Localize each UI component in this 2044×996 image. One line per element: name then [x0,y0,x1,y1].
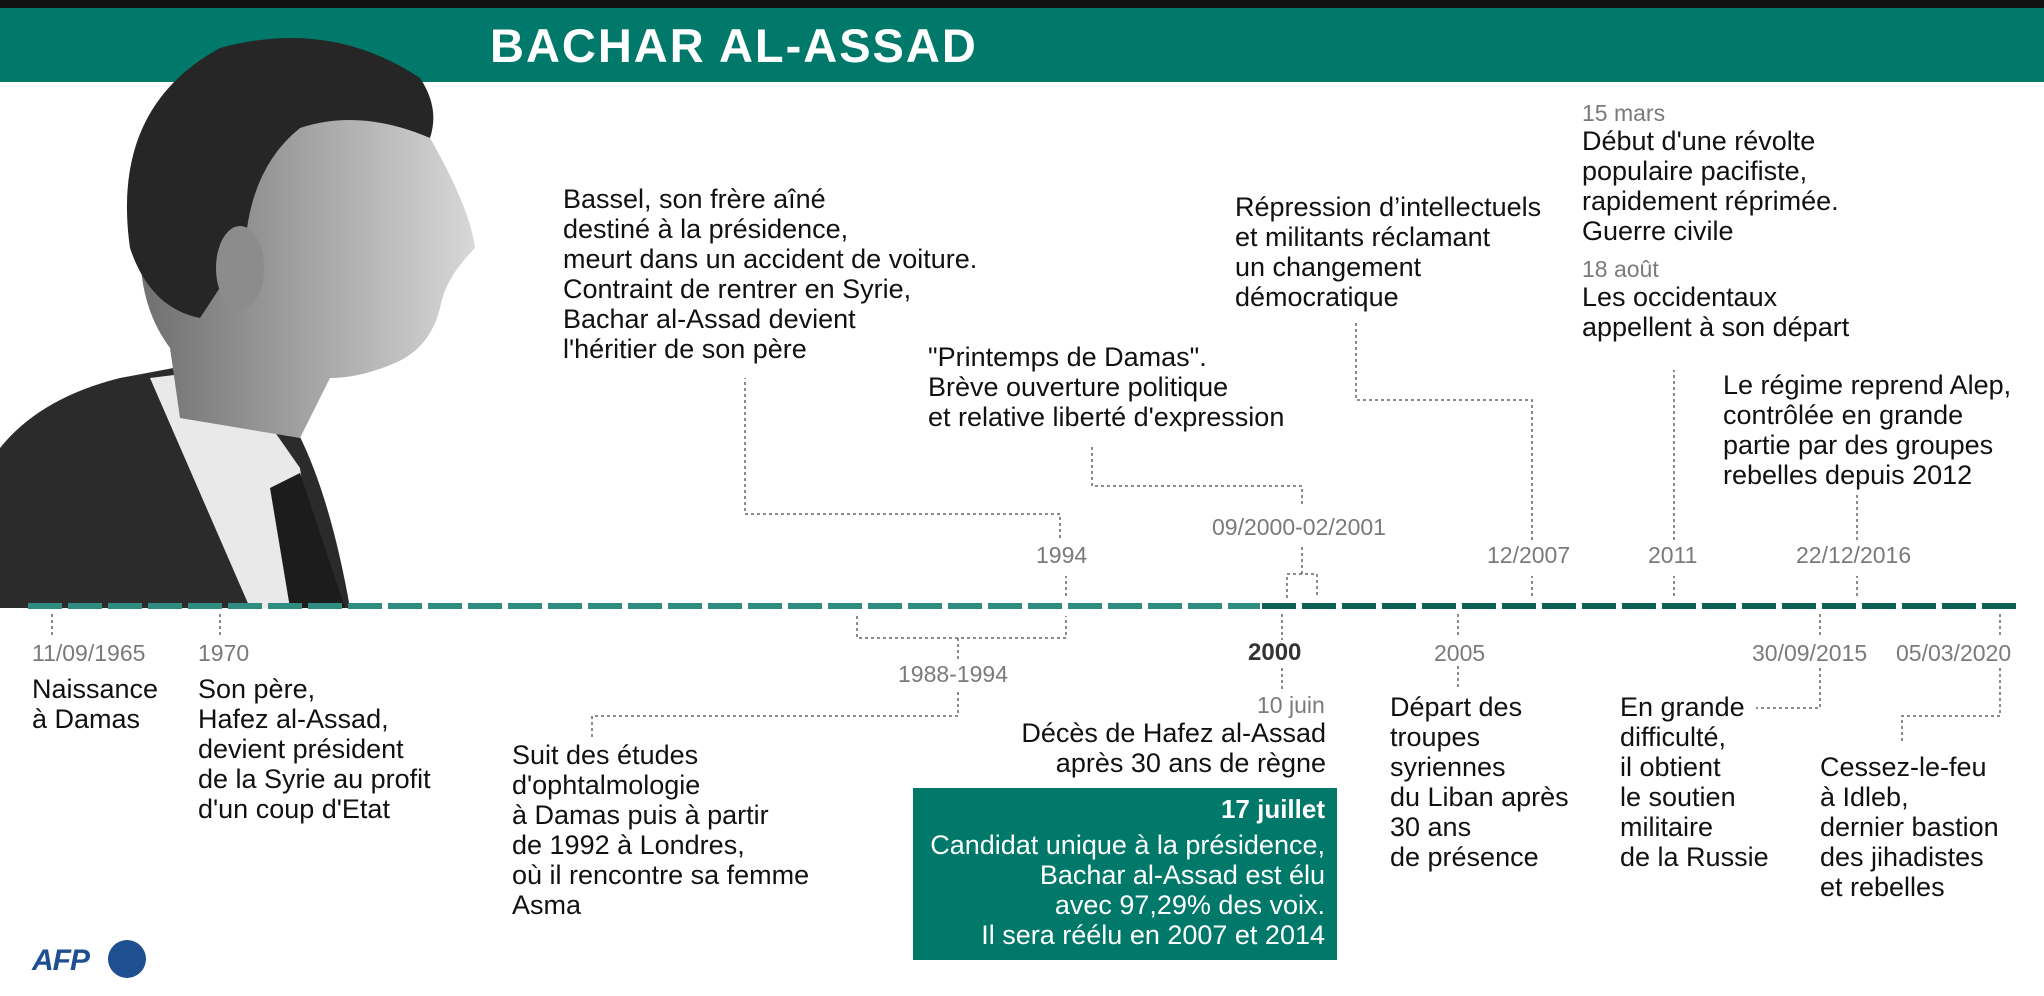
date-2005: 2005 [1434,640,1486,666]
highlight-box-text: Candidat unique à la présidence, Bachar al-Assad est élu avec 97,29% des voix. Il sera réélu en 2007 et 2014 [930,830,1325,950]
date-2000-june: 10 juin [1257,692,1325,718]
event-1965-text: Naissance à Damas [32,674,159,734]
highlight-box-date: 17 juillet [1220,794,1325,824]
event-2011-august-text: Les occidentaux appellent à son départ [1582,282,1850,342]
event-1988-text: Suit des études d'ophtalmologie à Damas puis à partir de 1992 à Londres, où il rencontre sa femme Asma [512,740,810,920]
date-2000-2001: 09/2000-02/2001 [1212,514,1386,540]
event-2007-text: Répression d’intellectuels et militants réclamant un changement démocratique [1235,192,1542,312]
date-2011-august: 18 août [1582,256,1659,282]
event-2000-2001-text: "Printemps de Damas". Brève ouverture politique et relative liberté d'expression [928,342,1285,432]
afp-logo-dot [108,940,146,978]
year-2000: 2000 [1248,639,1302,666]
afp-logo: AFP [32,944,89,977]
date-2011: 2011 [1648,542,1698,568]
event-2000-text: Décès de Hafez al-Assad après 30 ans de règne [1021,718,1326,778]
date-2015: 30/09/2015 [1752,640,1868,666]
highlight-box-election [913,788,1337,960]
date-2016: 22/12/2016 [1796,542,1912,568]
date-2007: 12/2007 [1487,542,1571,568]
page-title: BACHAR AL-ASSAD [490,19,978,72]
date-1994: 1994 [1036,542,1088,568]
date-1988-1994: 1988-1994 [898,661,1008,687]
date-1965: 11/09/1965 [32,640,146,666]
event-1994-text: Bassel, son frère aîné destiné à la présidence, meurt dans un accident de voiture. Contraint de rentrer en Syrie, Bachar al-Assad devient l'héritier de son père [563,184,978,364]
event-2011-march-text: Début d'une révolte populaire pacifiste, rapidement réprimée. Guerre civile [1582,126,1839,246]
event-1970-text: Son père, Hafez al-Assad, devient président de la Syrie au profit d'un coup d'Etat [198,674,431,824]
date-1970: 1970 [198,640,250,666]
event-2015-text: En grande difficulté, il obtient le soutien militaire de la Russie [1620,692,1769,872]
event-2020-text: Cessez-le-feu à Idleb, dernier bastion des jihadistes et rebelles [1820,752,1999,902]
date-2020: 05/03/2020 [1896,640,2012,666]
date-2011-march: 15 mars [1582,100,1666,126]
event-2005-text: Départ des troupes syriennes du Liban après 30 ans de présence [1390,692,1569,872]
event-2016-text: Le régime reprend Alep, contrôlée en grande partie par des groupes rebelles depuis 2012 [1723,370,2012,490]
